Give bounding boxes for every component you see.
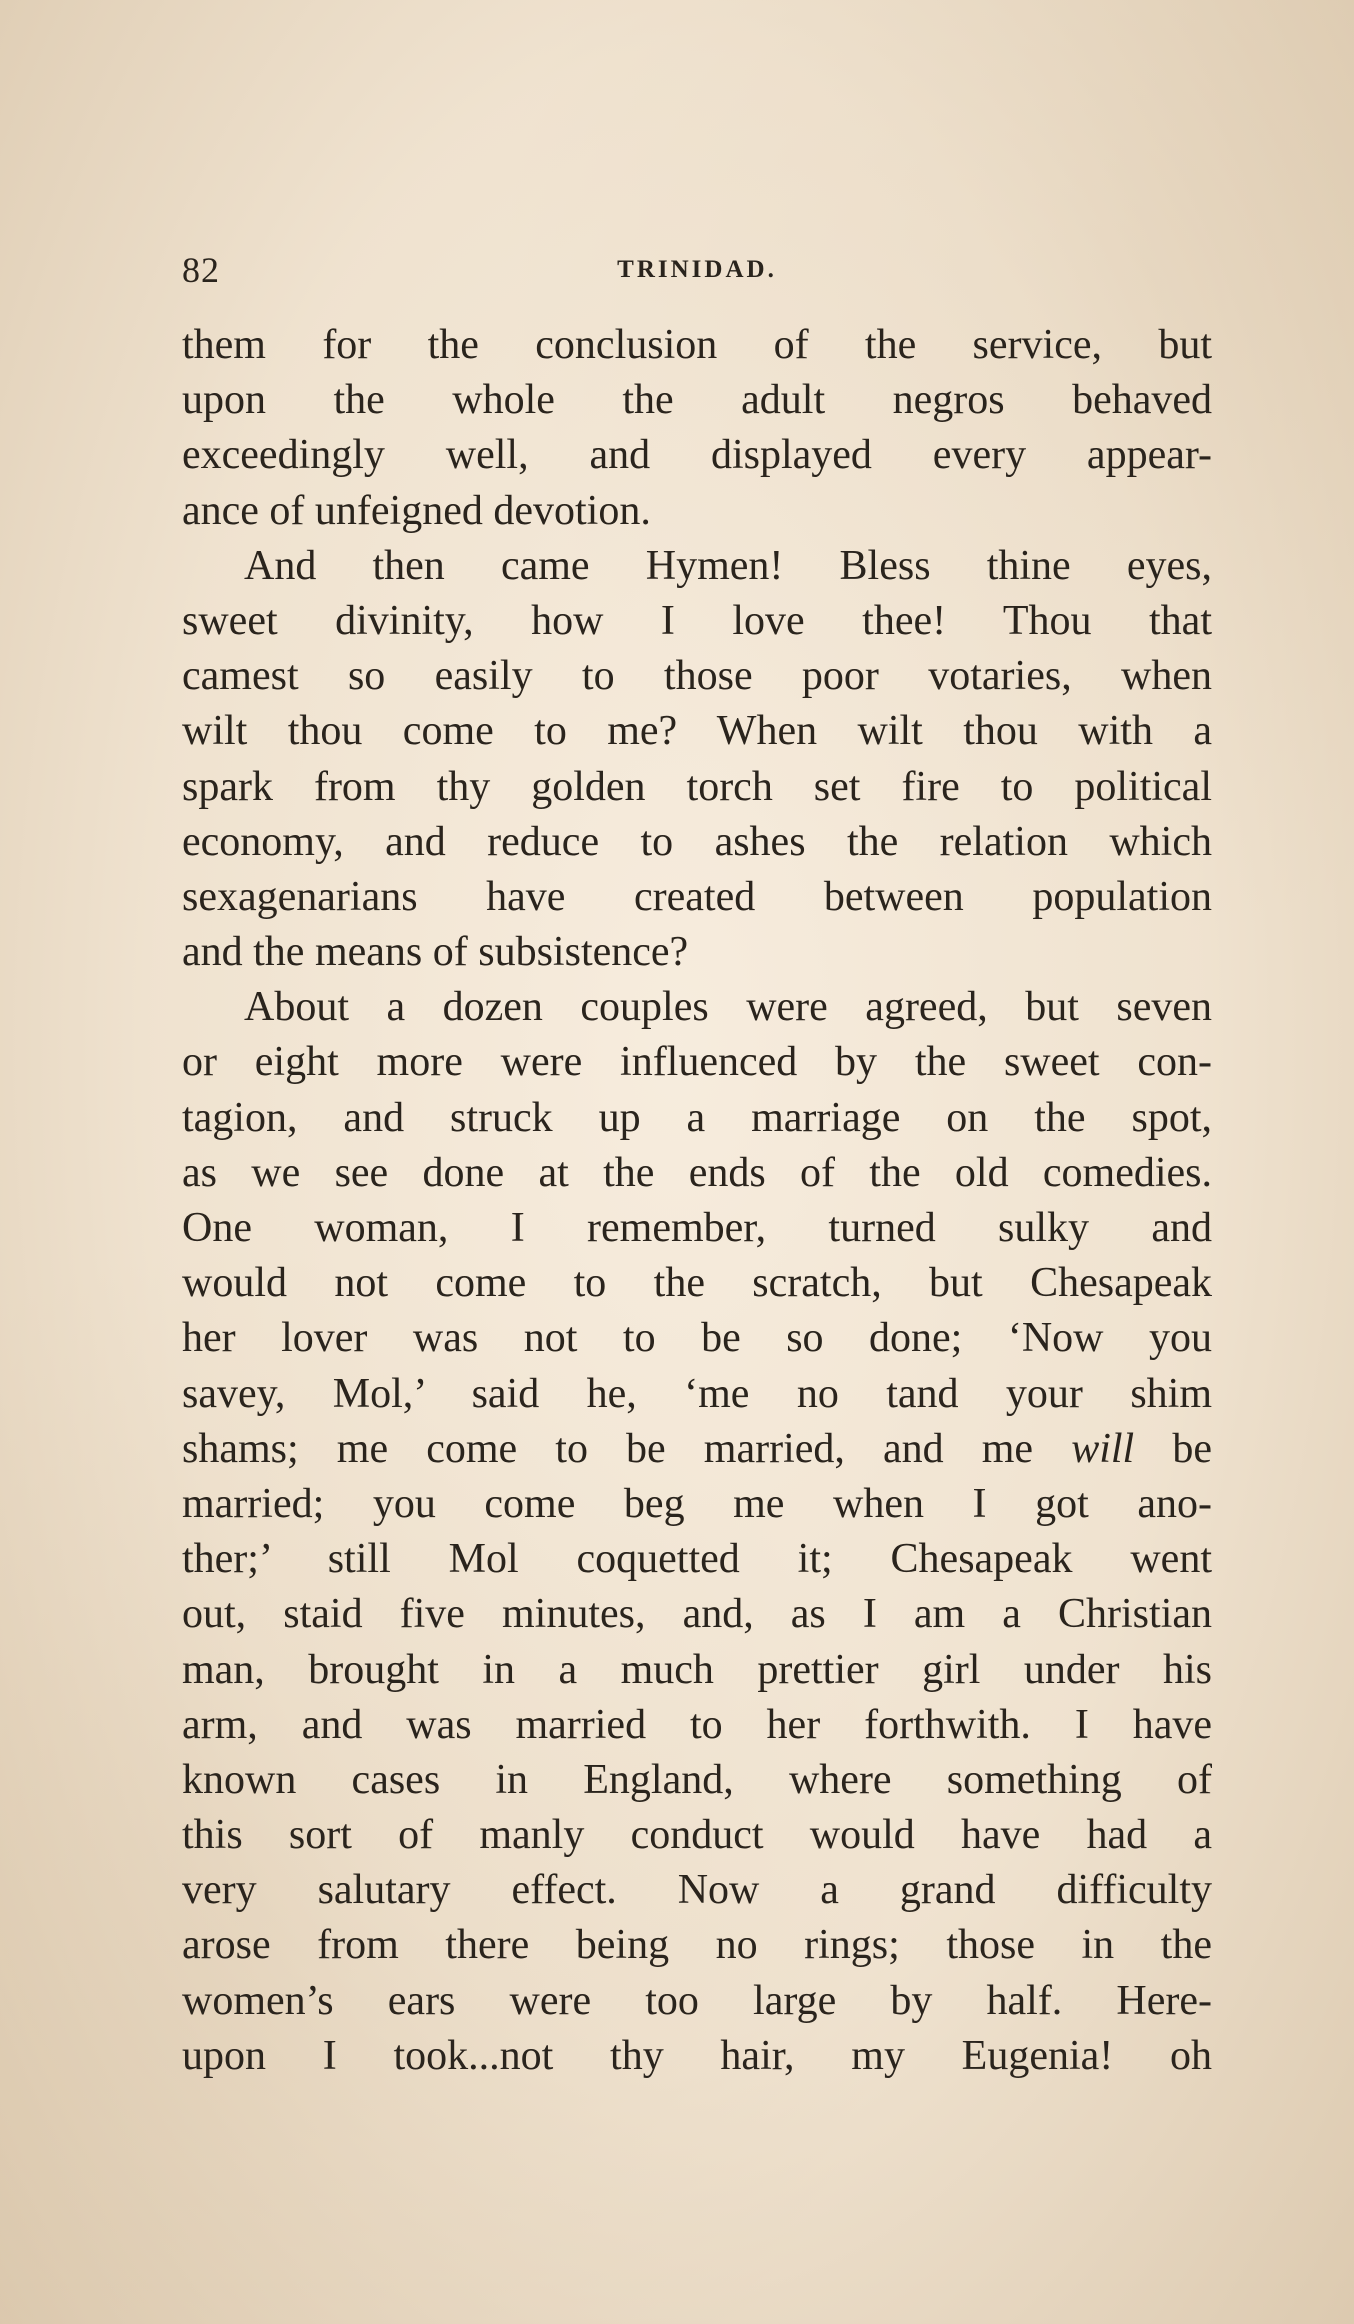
- text-line: very salutary effect. Now a grand difficulty: [182, 1867, 1212, 1914]
- text-line: economy, and reduce to ashes the relation which: [182, 818, 1212, 865]
- text-line: savey, Mol,’ said he, ‘me no tand your shim: [182, 1370, 1212, 1417]
- text-fragment: shams; me come to be married, and me: [182, 1425, 1072, 1472]
- text-line: upon I took...not thy hair, my Eugenia! oh: [182, 2032, 1212, 2079]
- text-line: And then came Hymen! Bless thine eyes,: [244, 542, 1212, 589]
- italic-emphasis: will: [1071, 1425, 1135, 1472]
- text-line: exceedingly well, and displayed every appear-: [182, 432, 1212, 479]
- text-line: known cases in England, where something of: [182, 1756, 1212, 1803]
- page-number: 82: [182, 250, 220, 290]
- text-line: One woman, I remember, turned sulky and: [182, 1205, 1212, 1251]
- text-line: and the means of subsistence?: [182, 929, 689, 976]
- text-line: would not come to the scratch, but Chesapeak: [182, 1260, 1212, 1307]
- text-line: or eight more were influenced by the sweet con-: [182, 1039, 1212, 1086]
- text-line: tagion, and struck up a marriage on the spot,: [182, 1094, 1212, 1141]
- text-fragment: be: [1134, 1425, 1212, 1472]
- text-line: this sort of manly conduct would have had a: [182, 1812, 1212, 1859]
- text-line: man, brought in a much prettier girl under his: [182, 1646, 1212, 1693]
- running-title: TRINIDAD.: [617, 256, 777, 283]
- running-head: [182, 246, 1212, 294]
- text-line: spark from thy golden torch set fire to political: [182, 763, 1212, 810]
- text-line: ance of unfeigned devotion.: [182, 487, 651, 534]
- text-line: out, staid five minutes, and, as I am a Christian: [182, 1591, 1212, 1638]
- text-line: wilt thou come to me? When wilt thou with a: [182, 708, 1212, 755]
- text-line: [182, 1422, 1212, 1477]
- text-line: arm, and was married to her forthwith. I have: [182, 1701, 1212, 1748]
- text-line: About a dozen couples were agreed, but seven: [244, 984, 1212, 1031]
- body-text: [182, 318, 1212, 2084]
- text-line: sweet divinity, how I love thee! Thou that: [182, 597, 1212, 644]
- text-line: camest so easily to those poor votaries, when: [182, 653, 1212, 700]
- text-line: ther;’ still Mol coquetted it; Chesapeak went: [182, 1536, 1212, 1583]
- text-line: them for the conclusion of the service, but: [182, 322, 1212, 368]
- text-line: married; you come beg me when I got ano-: [182, 1480, 1212, 1527]
- text-line: arose from there being no rings; those in the: [182, 1922, 1212, 1969]
- text-line: women’s ears were too large by half. Here-: [182, 1977, 1212, 2024]
- text-line: as we see done at the ends of the old comedies.: [182, 1149, 1212, 1196]
- text-line: sexagenarians have created between population: [182, 873, 1212, 920]
- text-line: her lover was not to be so done; ‘Now you: [182, 1315, 1212, 1362]
- text-line: upon the whole the adult negros behaved: [182, 377, 1212, 424]
